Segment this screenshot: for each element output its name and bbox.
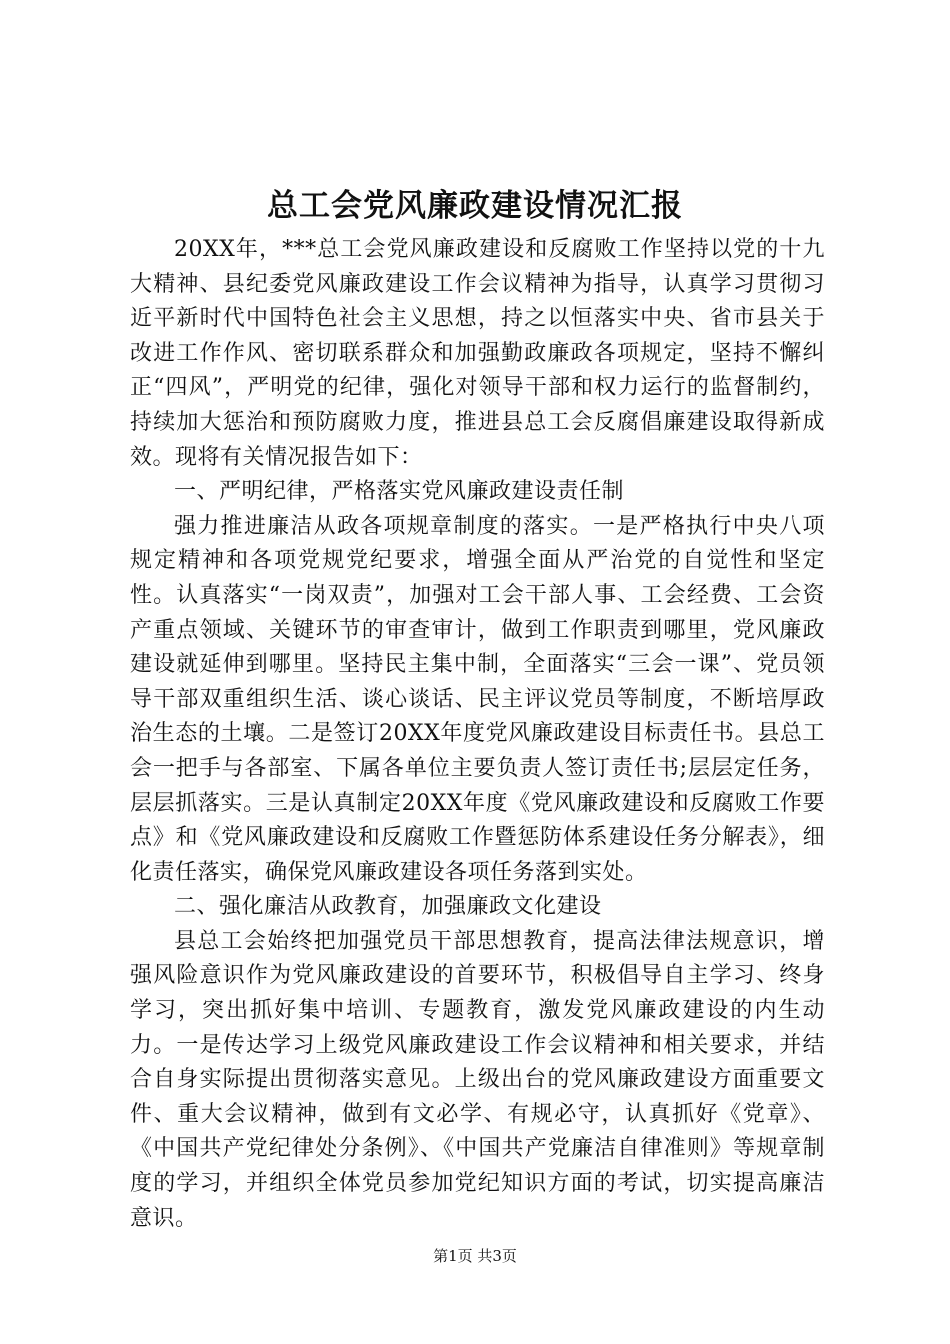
- section-2-paragraph: 县总工会始终把加强党员干部思想教育，提高法律法规意识，增强风险意识作为党风廉政建设的首要环节，积极倡导自主学习、终身学习，突出抓好集中培训、专题教育，激发党风廉政建设的内生动力。一是传达学习上级党风廉政建设工作会议精神和相关要求，并结合自身实际提出贯彻落实意见。上级出台的党风廉政建设方面重要文件、重大会议精神，做到有文必学、有规必守，认真抓好《党章》、《中国共产党纪律处分条例》、《中国共产党廉洁自律准则》等规章制度的学习，并组织全体党员参加党纪知识方面的考试，切实提高廉洁意识。: [130, 928, 825, 1231]
- page-footer: 第1页 共3页: [433, 1247, 517, 1265]
- section-heading-1: 一、严明纪律，严格落实党风廉政建设责任制: [174, 479, 625, 505]
- document-title: 总工会党风廉政建设情况汇报: [267, 188, 683, 224]
- document-body: [130, 233, 825, 1236]
- intro-paragraph: 20XX年，***总工会党风廉政建设和反腐败工作坚持以党的十九大精神、县纪委党风廉政建设工作会议精神为指导，认真学习贯彻习近平新时代中国特色社会主义思想，持之以恒落实中央、省市县关于改进工作作风、密切联系群众和加强勤政廉政各项规定，坚持不懈纠正“四风”，严明党的纪律，强化对领导干部和权力运行的监督制约，持续加大惩治和预防腐败力度，推进县总工会反腐倡廉建设取得新成效。现将有关情况报告如下：: [130, 237, 825, 470]
- section-heading-2: 二、强化廉洁从政教育，加强廉政文化建设: [174, 894, 602, 920]
- section-1-paragraph: 强力推进廉洁从政各项规章制度的落实。一是严格执行中央八项规定精神和各项党规党纪要求，增强全面从严治党的自觉性和坚定性。认真落实“一岗双责”，加强对工会干部人事、工会经费、工会资产重点领域、关键环节的审查审计，做到工作职责到哪里，党风廉政建设就延伸到哪里。坚持民主集中制，全面落实“三会一课”、党员领导干部双重组织生活、谈心谈话、民主评议党员等制度，不断培厚政治生态的土壤。二是签订20XX年度党风廉政建设目标责任书。县总工会一把手与各部室、下属各单位主要负责人签订责任书;层层定任务，层层抓落实。三是认真制定20XX年度《党风廉政建设和反腐败工作要点》和《党风廉政建设和反腐败工作暨惩防体系建设任务分解表》，细化责任落实，确保党风廉政建设各项任务落到实处。: [130, 513, 825, 885]
